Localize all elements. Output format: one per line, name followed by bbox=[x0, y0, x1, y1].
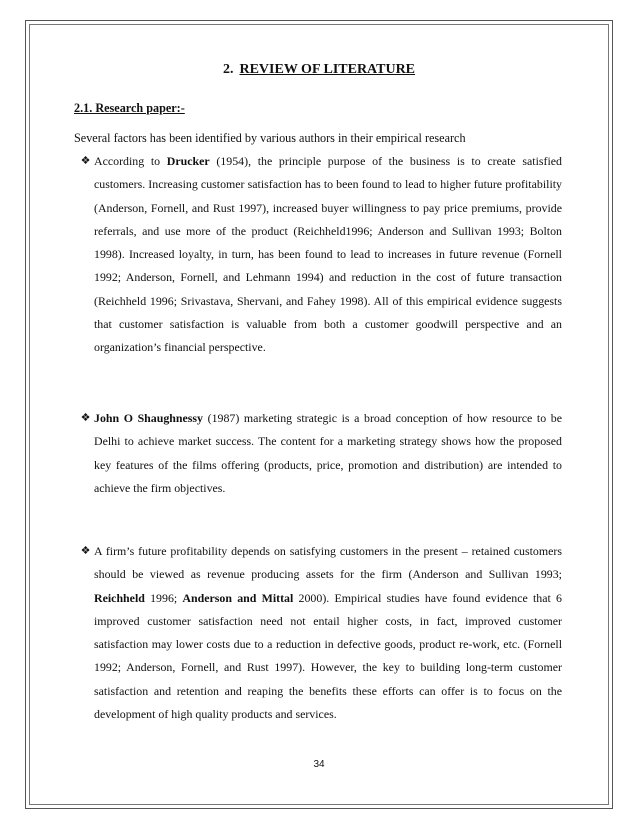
bullet-text: John O Shaughnessy (1987) marketing strategic is a broad conception of how resource to be Delhi to achieve market success. The content for a marketing strategy shows how the proposed key features of the films offering (products, price, promotion and distribution) are intended to achieve the firm objectives. bbox=[94, 411, 562, 495]
bullet-text: A firm’s future profitability depends on satisfying customers in the present – retained customers should be viewed as revenue producing assets for the firm (Anderson and Sullivan 1993; Reichheld 1996; Anderson and Mittal 2000). Empirical studies have found evidence that 6 improved customer satisfaction need not entail higher costs, in fact, improved customer satisfaction may lower costs due to a reduction in defective goods, product re-work, etc. (Fornell 1992; Anderson, Fornell, and Rust 1997). However, the key to building long-term customer satisfaction and retention and reaping the benefits these efforts can offer is to focus on the development of high quality products and services. bbox=[94, 544, 562, 722]
chapter-title: REVIEW OF LITERATURE bbox=[239, 62, 416, 77]
bullet-item-profitability bbox=[80, 540, 562, 726]
bullet-text: According to Drucker (1954), the principle purpose of the business is to create satisfied customers. Increasing customer satisfaction has to been found to lead to higher future profitability (Anderson, Fornell, and Rust 1997), increased buyer willingness to pay price premiums, provide referrals, and use more of the product (Reichheld1996; Anderson and Sullivan 1993; Bolton 1998). Increased loyalty, in turn, has been found to lead to increases in future revenue (Fornell 1992; Anderson, Fornell, and Lehmann 1994) and reduction in the cost of future transaction (Reichheld 1996; Srivastava, Shervani, and Fahey 1998). All of this empirical evidence suggests that customer satisfaction is valuable from both a customer goodwill perspective and an organization’s financial perspective. bbox=[94, 154, 562, 355]
section-subheading: 2.1. Research paper:- bbox=[74, 101, 185, 115]
chapter-number: 2. bbox=[222, 62, 234, 77]
chapter-heading bbox=[0, 62, 638, 78]
page-number: 34 bbox=[313, 759, 325, 770]
author-name: Anderson and Mittal bbox=[182, 590, 294, 605]
diamond-bullet-icon: ❖ bbox=[80, 155, 91, 167]
section-intro: Several factors has been identified by various authors in their empirical research bbox=[74, 131, 466, 145]
bullet-item-shaughnessy bbox=[80, 407, 562, 500]
author-name: Drucker bbox=[166, 154, 210, 168]
author-name: John O Shaughnessy bbox=[94, 411, 204, 425]
author-name: Reichheld bbox=[94, 590, 145, 605]
bullet-item-drucker bbox=[80, 150, 562, 360]
diamond-bullet-icon: ❖ bbox=[80, 545, 91, 557]
diamond-bullet-icon: ❖ bbox=[80, 412, 91, 424]
